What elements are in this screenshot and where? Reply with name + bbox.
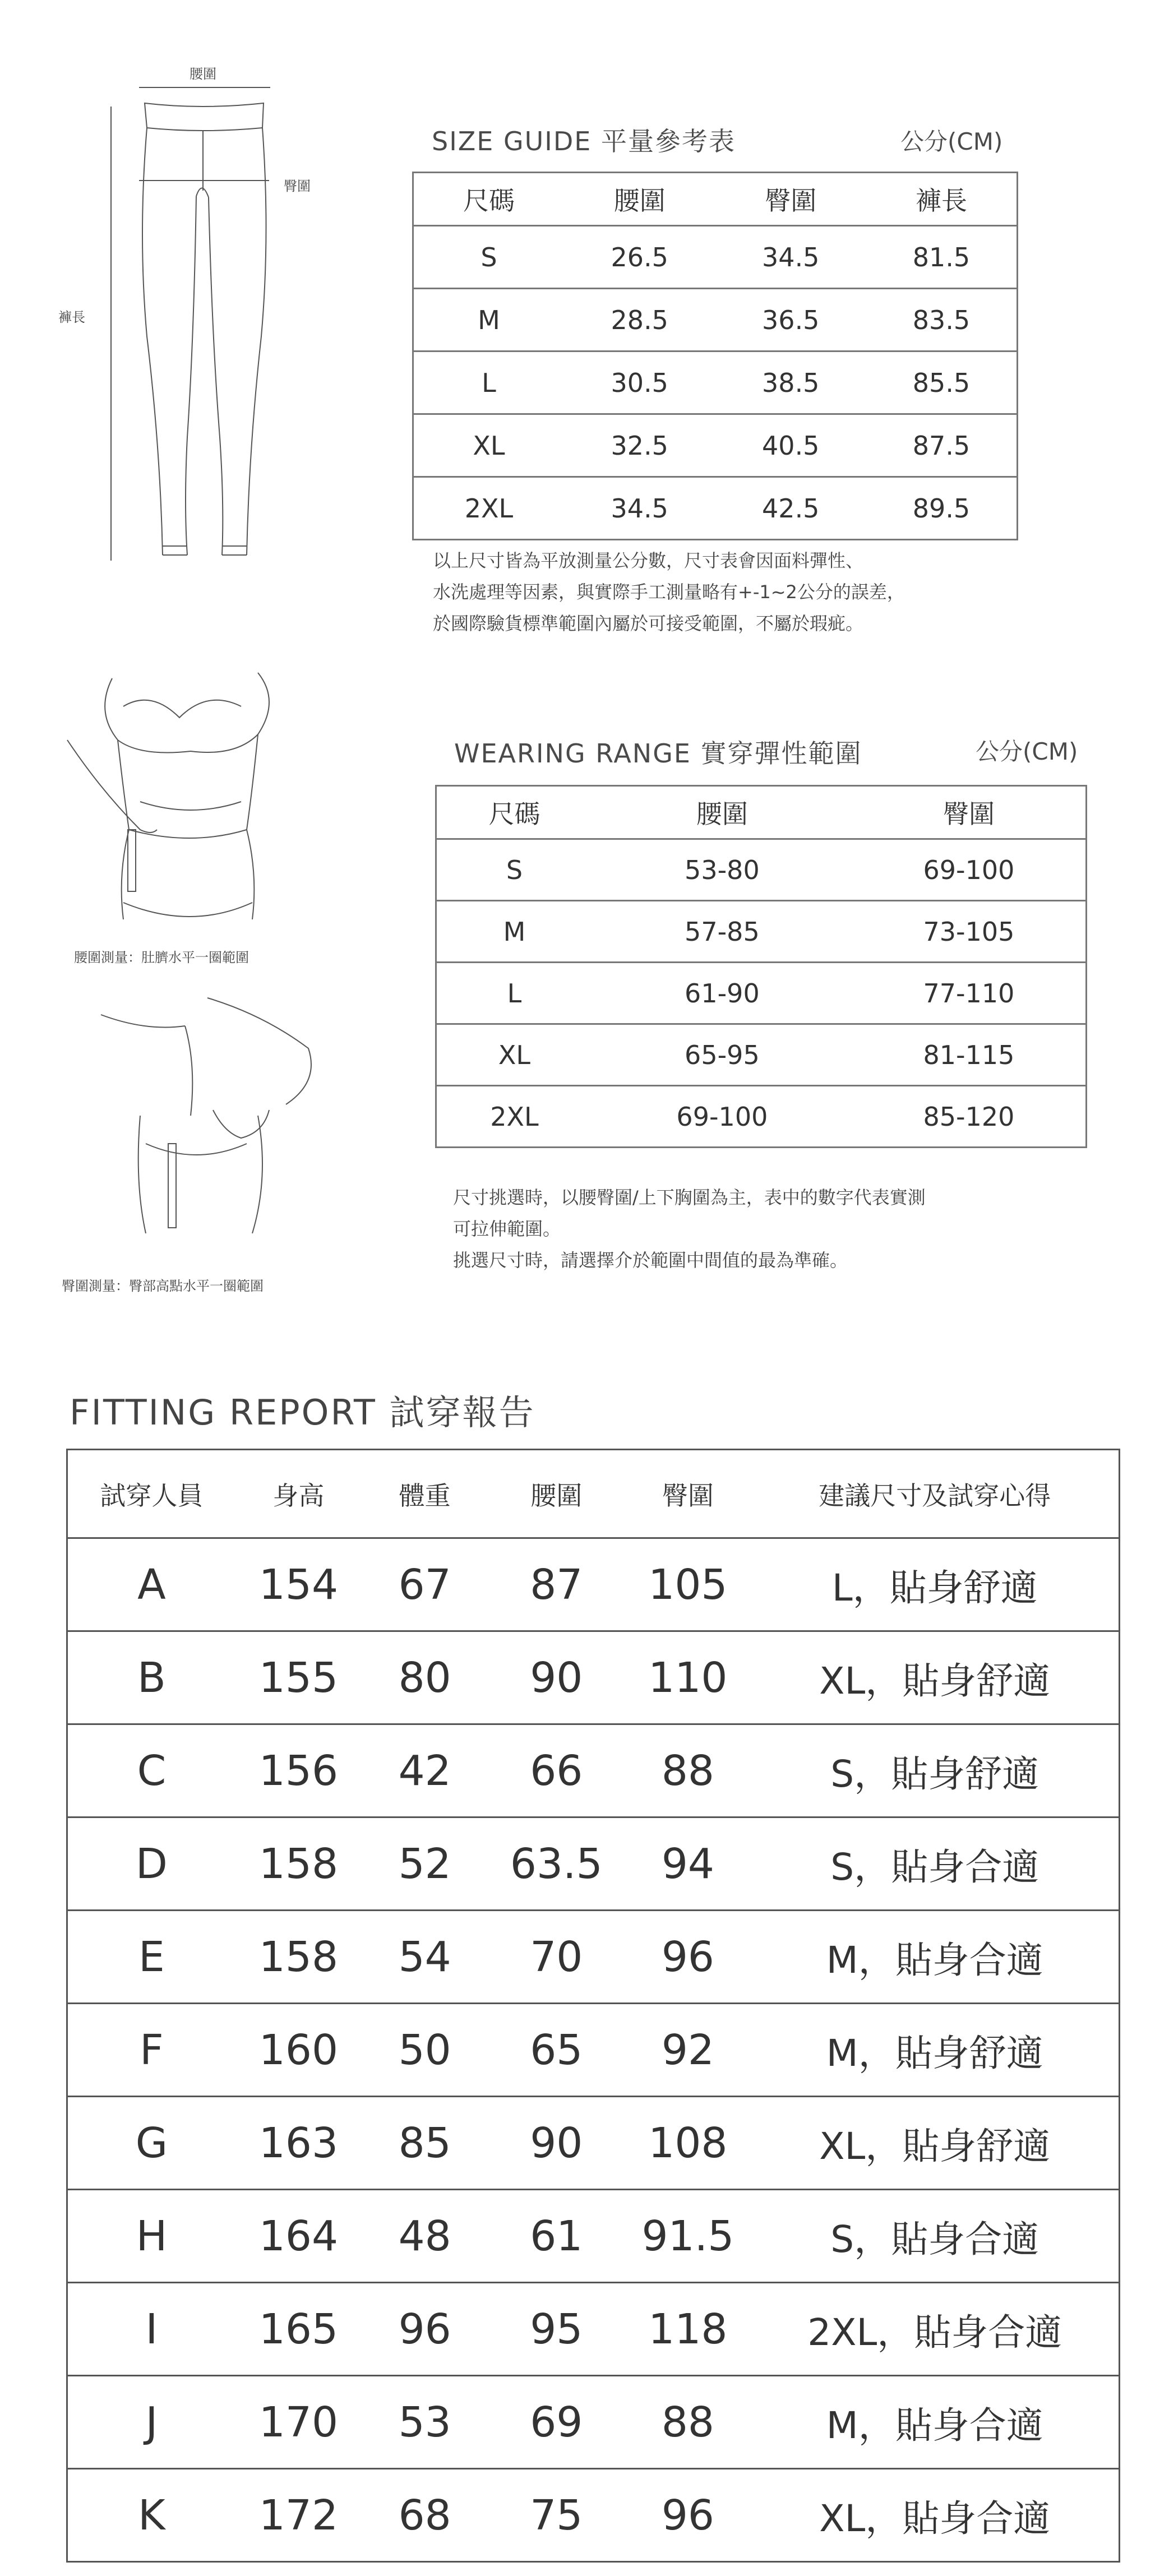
cell: 69-100 [852, 839, 1087, 901]
cell: 172 [235, 2469, 362, 2562]
hip-measure-illustration [84, 998, 320, 1239]
cell: 110 [625, 1631, 751, 1724]
hip-measure-caption: 臀圍測量：臀部高點水平一圈範圍 [62, 1278, 264, 1294]
table-row [413, 226, 1018, 289]
cell: 85.5 [866, 352, 1018, 414]
cell: 85-120 [852, 1086, 1087, 1148]
cell: 2XL [436, 1086, 592, 1148]
cell: 170 [235, 2376, 362, 2469]
cell: 81.5 [866, 226, 1018, 289]
cell: 164 [235, 2190, 362, 2283]
cell: S，貼身舒適 [751, 1724, 1120, 1817]
cell: XL，貼身舒適 [751, 2097, 1120, 2190]
cell: 73-105 [852, 901, 1087, 963]
cell: 77-110 [852, 963, 1087, 1024]
table-row [67, 2283, 1120, 2376]
cell: 34.5 [564, 477, 715, 540]
cell: 53-80 [592, 839, 852, 901]
cell: 160 [235, 2004, 362, 2097]
wearing-range-note-1: 尺寸挑選時，以腰臀圍/上下胸圍為主，表中的數字代表實測 [453, 1187, 926, 1208]
fitting-report-title: FITTING REPORT 試穿報告 [70, 1392, 535, 1433]
size-guide-note-1: 以上尺寸皆為平放測量公分數，尺寸表會因面料彈性、 [433, 550, 864, 571]
cell: M，貼身合適 [751, 1911, 1120, 2004]
wearing-range-table [435, 785, 1087, 1148]
cell: XL [436, 1024, 592, 1086]
cell: 2XL [413, 477, 565, 540]
cell: 40.5 [715, 414, 867, 477]
cell: I [67, 2283, 235, 2376]
cell: XL，貼身舒適 [751, 1631, 1120, 1724]
cell: 88 [625, 2376, 751, 2469]
cell: 80 [362, 1631, 488, 1724]
cell: 156 [235, 1724, 362, 1817]
cell: 65-95 [592, 1024, 852, 1086]
size-guide-note-3: 於國際驗貨標準範圍內屬於可接受範圍，不屬於瑕疵。 [433, 613, 864, 634]
cell: 57-85 [592, 901, 852, 963]
cell: 92 [625, 2004, 751, 2097]
cell: 61-90 [592, 963, 852, 1024]
fitting-report-table [66, 1449, 1120, 2563]
table-row [436, 901, 1087, 963]
table-row [67, 2376, 1120, 2469]
cell: 67 [362, 1538, 488, 1631]
wearing-range-note-2: 可拉伸範圍。 [453, 1218, 561, 1240]
cell: M，貼身舒適 [751, 2004, 1120, 2097]
cell: XL [413, 414, 565, 477]
cell: S，貼身合適 [751, 1817, 1120, 1911]
cell: 65 [488, 2004, 625, 2097]
cell: 118 [625, 2283, 751, 2376]
size-guide-title: SIZE GUIDE 平量參考表 [432, 126, 736, 156]
cell: 52 [362, 1817, 488, 1911]
cell: 54 [362, 1911, 488, 2004]
header-tester: 試穿人員 [100, 1480, 204, 1511]
cell: S [436, 839, 592, 901]
header-hip: 臀圍 [942, 799, 995, 829]
cell: 87 [488, 1538, 625, 1631]
header-length: 褲長 [916, 186, 967, 216]
cell: 94 [625, 1817, 751, 1911]
table-header-row [413, 173, 1018, 226]
cell: K [67, 2469, 235, 2562]
table-row [67, 1631, 1120, 1724]
cell: 89.5 [866, 477, 1018, 540]
table-row [67, 1538, 1120, 1631]
table-header-row [67, 1450, 1120, 1538]
cell: 38.5 [715, 352, 867, 414]
table-row [67, 1911, 1120, 2004]
header-recommendation: 建議尺寸及試穿心得 [819, 1480, 1051, 1511]
table-row [67, 1817, 1120, 1911]
waist-measure-illustration [56, 667, 325, 931]
header-size: 尺碼 [488, 799, 540, 829]
cell: L [413, 352, 565, 414]
cell: 34.5 [715, 226, 867, 289]
cell: 163 [235, 2097, 362, 2190]
waist-label: 腰圍 [190, 66, 216, 82]
cell: 96 [625, 2469, 751, 2562]
cell: M，貼身合適 [751, 2376, 1120, 2469]
table-row [436, 839, 1087, 901]
cell: 42.5 [715, 477, 867, 540]
header-hip: 臀圍 [765, 186, 817, 216]
cell: 90 [488, 2097, 625, 2190]
table-row [436, 963, 1087, 1024]
cell: A [67, 1538, 235, 1631]
table-header-row [436, 786, 1087, 839]
cell: H [67, 2190, 235, 2283]
cell: 2XL，貼身合適 [751, 2283, 1120, 2376]
cell: 66 [488, 1724, 625, 1817]
cell: 96 [362, 2283, 488, 2376]
cell: 26.5 [564, 226, 715, 289]
header-waist: 腰圍 [696, 799, 748, 829]
header-weight: 體重 [399, 1480, 451, 1511]
cell: 88 [625, 1724, 751, 1817]
header-hip: 臀圍 [662, 1480, 714, 1511]
size-guide-table [412, 172, 1018, 540]
table-row [67, 2004, 1120, 2097]
cell: M [413, 289, 565, 352]
cell: 158 [235, 1817, 362, 1911]
cell: G [67, 2097, 235, 2190]
table-row [413, 289, 1018, 352]
cell: S [413, 226, 565, 289]
table-row [67, 1724, 1120, 1817]
header-height: 身高 [272, 1480, 325, 1511]
size-guide-note-2: 水洗處理等因素，與實際手工測量略有+-1~2公分的誤差， [433, 581, 905, 603]
header-waist: 腰圍 [613, 186, 666, 216]
cell: 42 [362, 1724, 488, 1817]
cell: E [67, 1911, 235, 2004]
cell: L [436, 963, 592, 1024]
wearing-range-unit: 公分(CM) [976, 738, 1078, 765]
cell: 158 [235, 1911, 362, 2004]
cell: 91.5 [625, 2190, 751, 2283]
cell: B [67, 1631, 235, 1724]
cell: 30.5 [564, 352, 715, 414]
cell: C [67, 1724, 235, 1817]
cell: 68 [362, 2469, 488, 2562]
cell: 165 [235, 2283, 362, 2376]
cell: 95 [488, 2283, 625, 2376]
cell: 53 [362, 2376, 488, 2469]
cell: 90 [488, 1631, 625, 1724]
cell: 155 [235, 1631, 362, 1724]
cell: F [67, 2004, 235, 2097]
cell: 87.5 [866, 414, 1018, 477]
cell: 28.5 [564, 289, 715, 352]
cell: 108 [625, 2097, 751, 2190]
table-row [67, 2097, 1120, 2190]
cell: 85 [362, 2097, 488, 2190]
cell: 32.5 [564, 414, 715, 477]
waist-measure-caption: 腰圍測量：肚臍水平一圈範圍 [74, 950, 249, 965]
cell: 154 [235, 1538, 362, 1631]
cell: L，貼身舒適 [751, 1538, 1120, 1631]
cell: 83.5 [866, 289, 1018, 352]
cell: M [436, 901, 592, 963]
header-waist: 腰圍 [530, 1480, 583, 1511]
leggings-diagram [0, 0, 314, 572]
cell: 70 [488, 1911, 625, 2004]
table-row [67, 2190, 1120, 2283]
length-label: 褲長 [58, 309, 85, 325]
header-size: 尺碼 [463, 186, 515, 216]
table-row [67, 2469, 1120, 2562]
cell: 48 [362, 2190, 488, 2283]
cell: 96 [625, 1911, 751, 2004]
cell: 69-100 [592, 1086, 852, 1148]
table-row [413, 352, 1018, 414]
cell: 61 [488, 2190, 625, 2283]
cell: 63.5 [488, 1817, 625, 1911]
cell: 105 [625, 1538, 751, 1631]
cell: S，貼身合適 [751, 2190, 1120, 2283]
hip-label: 臀圍 [284, 178, 311, 194]
cell: XL，貼身合適 [751, 2469, 1120, 2562]
table-row [436, 1086, 1087, 1148]
cell: J [67, 2376, 235, 2469]
cell: 50 [362, 2004, 488, 2097]
table-row [413, 477, 1018, 540]
size-guide-unit: 公分(CM) [900, 128, 1003, 155]
table-row [436, 1024, 1087, 1086]
wearing-range-note-3: 挑選尺寸時，請選擇介於範圍中間值的最為準確。 [453, 1250, 848, 1271]
cell: 69 [488, 2376, 625, 2469]
cell: 36.5 [715, 289, 867, 352]
cell: 81-115 [852, 1024, 1087, 1086]
wearing-range-title: WEARING RANGE 實穿彈性範圍 [454, 738, 862, 769]
cell: 75 [488, 2469, 625, 2562]
cell: D [67, 1817, 235, 1911]
table-row [413, 414, 1018, 477]
